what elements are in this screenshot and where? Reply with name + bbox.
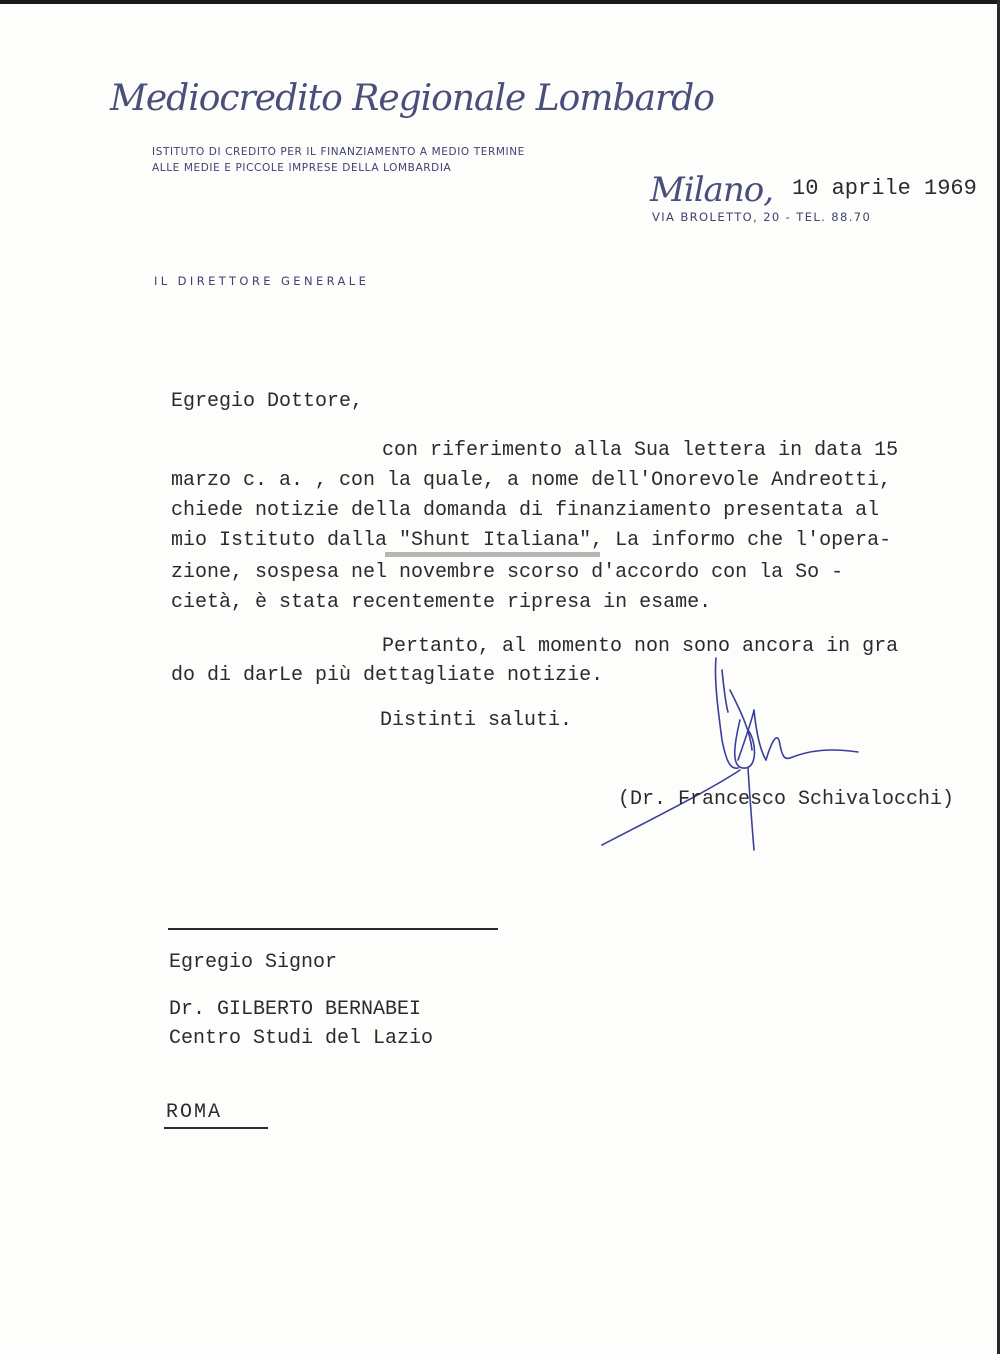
recipient-city: ROMA [166,1101,223,1124]
recipient-line: Egregio Signor [169,951,338,974]
letter-closing: Distinti saluti. [380,709,573,732]
letterhead-subtitle-line1: ISTITUTO DI CREDITO PER IL FINANZIAMENTO A MEDIO TERMINE [152,146,525,158]
body-line: zione, sospesa nel novembre scorso d'accordo con la So - [171,561,844,584]
letter-salutation: Egregio Dottore, [171,390,364,413]
letterhead-address: VIA BROLETTO, 20 - TEL. 88.70 [652,210,872,224]
letter-date: 10 aprile 1969 [792,176,977,201]
page-edge-top [0,0,1000,4]
letterhead-brand: Mediocredito Regionale Lombardo [110,78,714,119]
letterhead-subtitle-line2: ALLE MEDIE E PICCOLE IMPRESE DELLA LOMBARDIA [152,162,452,174]
body-line: con riferimento alla Sua lettera in data 15 [382,439,899,462]
body-line: cietà, è stata recentemente ripresa in esame. [171,591,712,614]
body-line: chiede notizie della domanda di finanziamento presentata al [171,499,880,522]
body-line: do di darLe più dettagliate notizie. [171,664,604,687]
handwritten-signature [590,650,880,860]
signer-name: (Dr. Francesco Schivalocchi) [618,788,955,811]
body-line: mio Istituto dalla "Shunt Italiana", La informo che l'opera- [171,529,892,552]
highlight-mark [385,552,600,557]
letterhead-office: IL DIRETTORE GENERALE [154,274,370,288]
separator-rule [168,928,498,930]
recipient-organization: Centro Studi del Lazio [169,1027,434,1050]
recipient-city-underline [164,1127,268,1129]
body-line: marzo c. a. , con la quale, a nome dell'Onorevole Andreotti, [171,469,892,492]
recipient-name: Dr. GILBERTO BERNABEI [169,998,422,1021]
body-line: Pertanto, al momento non sono ancora in gra [382,635,899,658]
letterhead-city: Milano, [650,170,774,210]
